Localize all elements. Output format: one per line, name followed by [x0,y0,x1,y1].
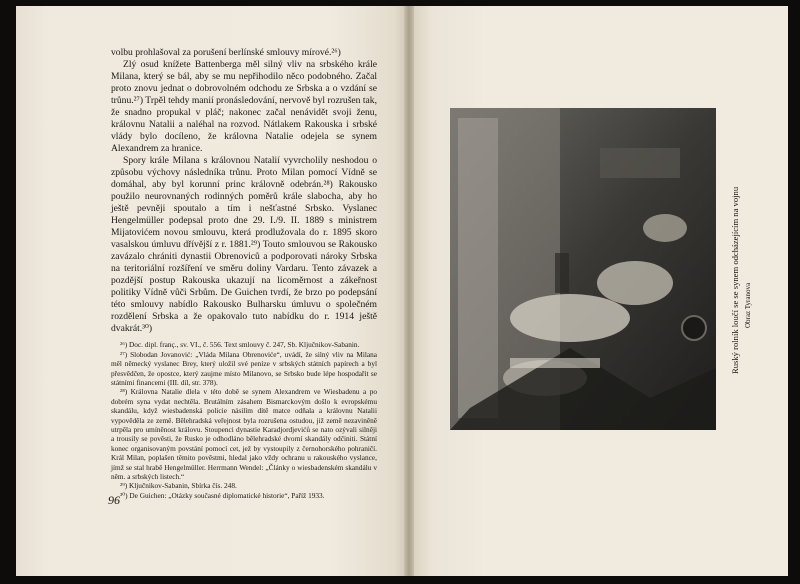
body-text [111,47,377,500]
footnote: ²⁶) Doc. dipl. franç., sv. VI., č. 556. Text smlouvy č. 247, Sb. Ključnikov-Sabanin. [120,340,360,350]
paragraph: volbu prohlašoval za porušení berlínské smlouvy mírové.²⁶) [111,47,341,58]
paragraph: Spory krále Milana s královnou Natalií vyvrcholily neshodou o způsobu výchovy následníka trůnu. Proto Milan pomocí Vídně se domáhal, aby byl korunní princ královně odebrán.²⁸) Rakousko použilo neurovnaných rodinných poměrů krále slabocha, aby ho ještě pevněji spoutalo a tím i nešťastné Srbsko. Vyslanec Hengelmüller podepsal proto dne 29. I./9. II. 1889 s ministrem Mijatovićem novou smlouvu, která prodlužovala do r. 1895 skoro vasalskou úmluvu dřívější z r. 1881.²⁹) Touto smlouvou se Rakousko zavázalo chrániti dynastii Obrenoviců a podporovati nároky Srbska na teritoriální rozšíření ve směru doliny Vardaru. Tento závazek a pozdější postup Rakouska ukazují na licoměrnost a zákeřnost politiky Vídně vůči Srbům. De Guichen tvrdí, že brzo po podepsání této smlouvy nabídlo Rakousko Bulharsku úmluvu o společném rozdělení Srbska a že opakovalo tuto nabídku do r. 1914 ještě dvakrát.³⁰) [111,155,377,335]
page-number: 96 [108,493,120,507]
peasant-farewell-engraving [450,108,716,430]
plate-caption [730,106,778,436]
caption-title: Ruský rolník loučí se se synem odcházejícím na vojnu [730,186,740,374]
caption-credit: Obraz Tyranova [744,282,752,328]
footnote: ³⁰) De Guichen: „Otázky současné diplomatické historie“, Paříž 1933. [120,490,325,500]
footnote: ²⁹) Ključnikov-Sabanin, Sbírka čís. 248. [120,481,237,491]
footnote: ²⁷) Slobodan Jovanović: „Vláda Milana Obrenoviće“, uvádí, že silný vliv na Milana měl německý vyslanec Brey, který uložil své peníze v srbských státních papírech a byl přesvědčen, že opostce, který zaujme místo Milanovo, se Srbsko bude lépe hospodařit se státními financemi (III. díl, str. 378). [111,349,377,387]
illustration-plate [450,108,716,430]
footnote: ²⁸) Královna Natalie dlela v této době se synem Alexandrem ve Wiesbadenu a po dobrém syna vydat nechtěla. Brutálním zásahem Bismarckovým došlo k evropskému skandálu, když wiesbadenská policie násilím dítě matce odňala a královnu Natalii vypověděla ze země. Bělehradská veřejnost byla rozrušena ostudou, již země nezaviněně utrpěla pro umíněnost královu. Stoupenci dynastie Karadjordjevićů se nato ozývali silněji a trousily se pověsti, že Rusko je odhodláno bělehradské dvorní skandály odčiniti. Státní konec organisovaným povstání pomocí cet, jež by vystoupily z černohorského pohraničí. Král Milan, poplašen těmito pověstmi, hledal jako vždy ochranu u rakouského vyslance, jímž se stal hrabě Hengelmüller. Herrmann Wendel: „Články o wiesbadenském skandálu v něm. a srbských listech.“ [111,387,377,482]
paragraph: Zlý osud knížete Battenberga měl silný vliv na srbského krále Milana, který se bál, aby se mu nepřihodilo něco podobného. Začal proto znovu jednat o dobrovolném odchodu ze Srbska a o vzdání se trůnu.²⁷) Trpěl tehdy manií pronásledování, nervově byl rozrušen tak, že snadno propukal v pláč; nakonec začal nenávidět svoji ženu, královnu Natalii a naléhal na rozvod. Nátlakem Rakouska i srbské vlády bylo docíleno, že královna Natalie odejela se synem Alexandrem za hranice. [111,59,377,155]
book-gutter [404,6,414,576]
footnotes [111,340,377,500]
